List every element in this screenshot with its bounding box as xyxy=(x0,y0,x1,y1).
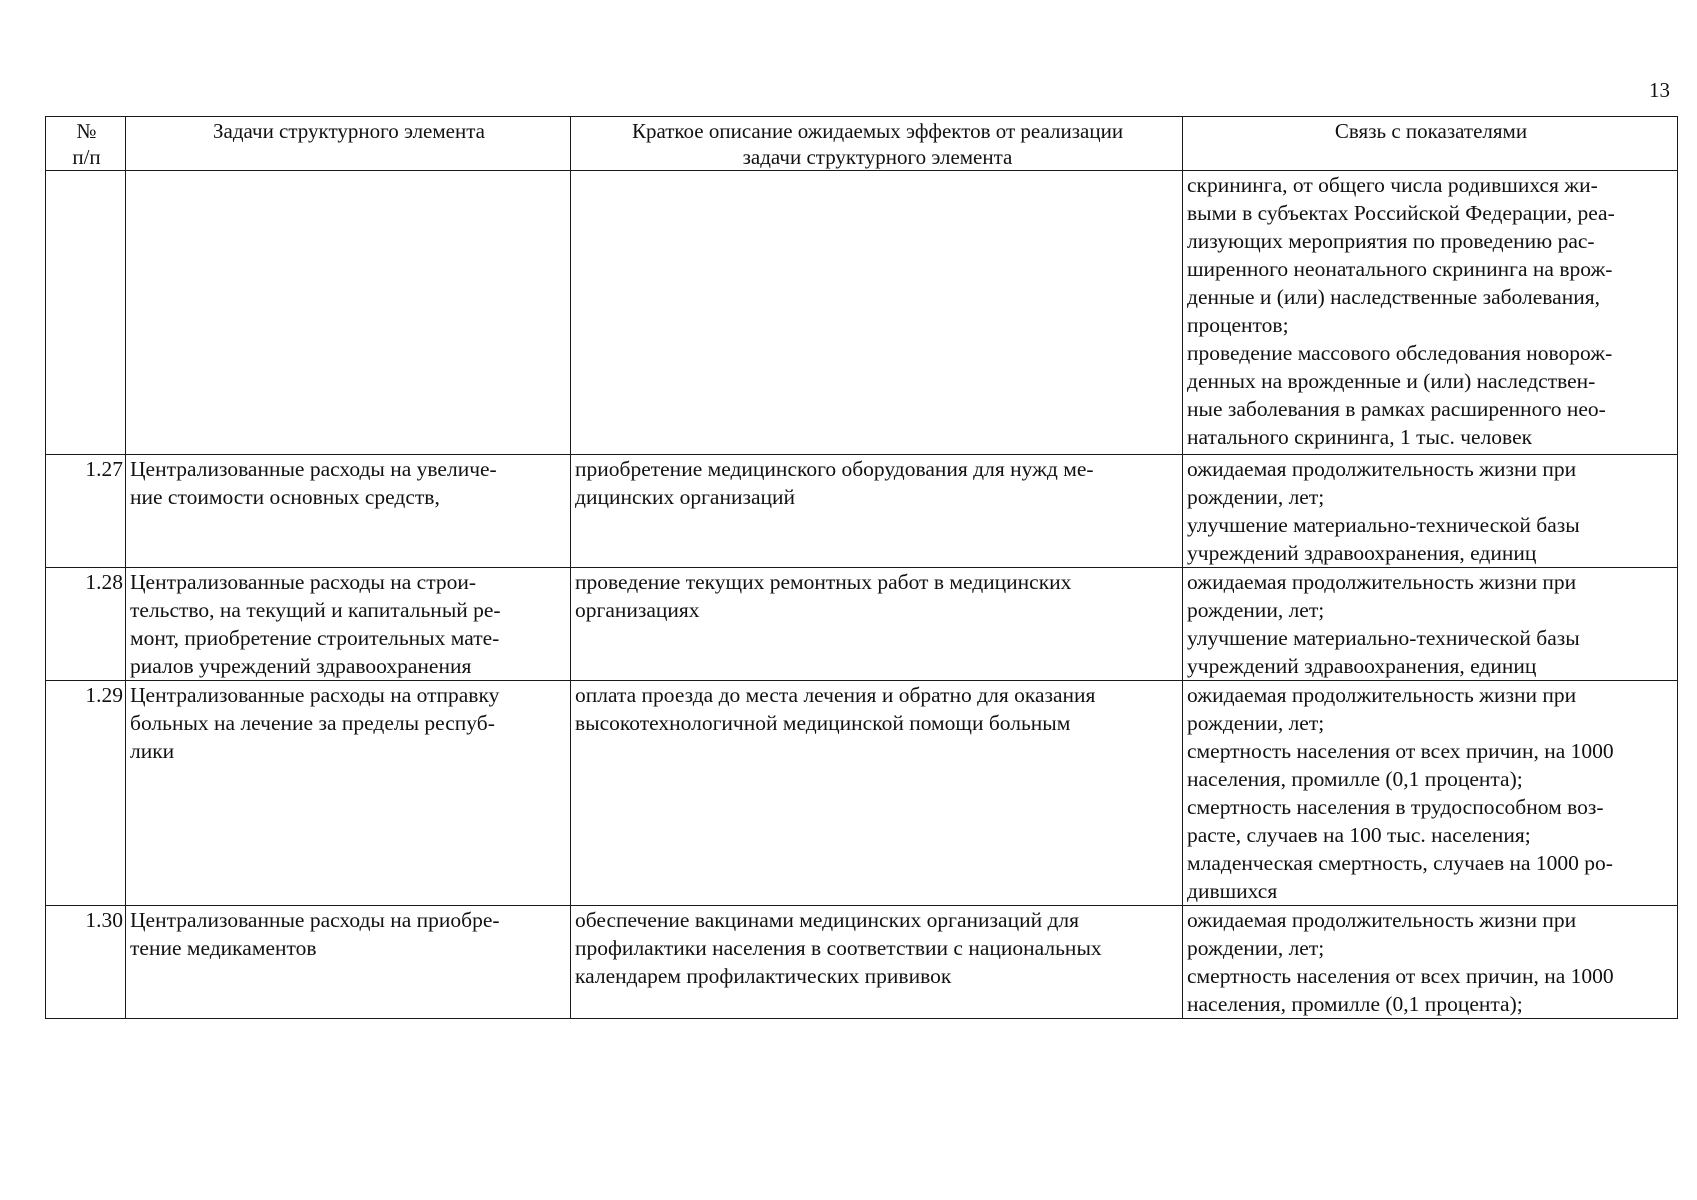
header-tasks-line: Задачи структурного элемента xyxy=(213,119,485,143)
effect-cell xyxy=(571,568,1183,681)
effect-cell-line: оплата проезда до места лечения и обратно для оказания xyxy=(575,683,1096,707)
table-row xyxy=(46,906,1678,1019)
task-cell-line: Централизованные расходы на увеличе- xyxy=(130,457,497,481)
task-cell-line: тение медикаментов xyxy=(130,936,317,960)
indicators-cell xyxy=(1183,455,1678,568)
indicators-cell-line: лизующих мероприятия по проведению рас- xyxy=(1187,229,1595,253)
indicators-cell-line: смертность населения в трудоспособном воз- xyxy=(1187,795,1604,819)
table-row xyxy=(46,568,1678,681)
table-row xyxy=(46,455,1678,568)
effect-cell-line: календарем профилактических прививок xyxy=(575,964,952,988)
header-effects xyxy=(571,117,1183,171)
table-header xyxy=(46,117,1678,171)
indicators-cell-line: рождении, лет; xyxy=(1187,936,1325,960)
indicators-cell-line: ожидаемая продолжительность жизни при xyxy=(1187,683,1577,707)
header-effects-line: Краткое описание ожидаемых эффектов от реализации xyxy=(631,119,1124,143)
indicators-cell-line: расте, случаев на 100 тыс. населения; xyxy=(1187,823,1531,847)
task-cell xyxy=(126,568,571,681)
task-cell-line: лики xyxy=(130,739,175,763)
task-cell-line: Централизованные расходы на отправку xyxy=(130,683,500,707)
task-cell xyxy=(126,171,571,455)
effect-cell xyxy=(571,681,1183,906)
row-number-cell: 1.30 xyxy=(46,906,126,1019)
task-cell-line: Централизованные расходы на строи- xyxy=(130,570,477,594)
indicators-cell-line: населения, промилле (0,1 процента); xyxy=(1187,992,1523,1016)
indicators-cell-line: учреждений здравоохранения, единиц xyxy=(1187,541,1537,565)
task-cell-line: тельство, на текущий и капитальный ре- xyxy=(130,598,501,622)
indicators-cell-line: рождении, лет; xyxy=(1187,711,1325,735)
task-cell xyxy=(126,906,571,1019)
indicators-cell-line: рождении, лет; xyxy=(1187,598,1325,622)
indicators-cell-line: проведение массового обследования новорож- xyxy=(1187,341,1613,365)
header-num-line: № xyxy=(76,119,97,143)
indicators-cell xyxy=(1183,906,1678,1019)
indicators-cell-line: ожидаемая продолжительность жизни при xyxy=(1187,908,1577,932)
effect-cell-line: профилактики населения в соответствии с национальных xyxy=(575,936,1102,960)
task-cell-line: Централизованные расходы на приобре- xyxy=(130,908,500,932)
indicators-cell-line: ожидаемая продолжительность жизни при xyxy=(1187,570,1577,594)
indicators-cell-line: смертность населения от всех причин, на 1000 xyxy=(1187,739,1614,763)
header-num-line: п/п xyxy=(72,145,101,169)
tasks-table xyxy=(45,116,1678,1019)
header-indicators-line: Связь с показателями xyxy=(1334,119,1528,143)
indicators-cell-line: ожидаемая продолжительность жизни при xyxy=(1187,457,1577,481)
indicators-cell-line: улучшение материально-технической базы xyxy=(1187,626,1580,650)
effect-cell-line: проведение текущих ремонтных работ в медицинских xyxy=(575,570,1072,594)
indicators-cell-line: натального скрининга, 1 тыс. человек xyxy=(1187,425,1533,449)
indicators-cell xyxy=(1183,681,1678,906)
indicators-cell-line: ные заболевания в рамках расширенного нео- xyxy=(1187,397,1606,421)
indicators-cell xyxy=(1183,171,1678,455)
row-number-cell: 1.27 xyxy=(46,455,126,568)
indicators-cell-line: денные и (или) наследственные заболевания, xyxy=(1187,285,1600,309)
indicators-cell-line: выми в субъектах Российской Федерации, реа- xyxy=(1187,201,1615,225)
indicators-cell xyxy=(1183,568,1678,681)
header-indicators xyxy=(1183,117,1678,171)
indicators-cell-line: учреждений здравоохранения, единиц xyxy=(1187,654,1537,678)
indicators-cell-line: скрининга, от общего числа родившихся жи- xyxy=(1187,173,1598,197)
indicators-cell-line: ширенного неонатального скрининга на врож- xyxy=(1187,257,1613,281)
task-cell-line: монт, приобретение строительных мате- xyxy=(130,626,500,650)
indicators-cell-line: улучшение материально-технической базы xyxy=(1187,513,1580,537)
task-cell xyxy=(126,455,571,568)
header-effects-line: задачи структурного элемента xyxy=(742,145,1013,169)
effect-cell xyxy=(571,455,1183,568)
indicators-cell-line: дившихся xyxy=(1187,879,1278,903)
effect-cell xyxy=(571,906,1183,1019)
indicators-cell-line: населения, промилле (0,1 процента); xyxy=(1187,767,1523,791)
task-cell-line: риалов учреждений здравоохранения xyxy=(130,654,472,678)
effect-cell-line: приобретение медицинского оборудования для нужд ме- xyxy=(575,457,1094,481)
row-number-cell: 1.28 xyxy=(46,568,126,681)
row-number-cell xyxy=(46,171,126,455)
header-tasks xyxy=(126,117,571,171)
table-row xyxy=(46,681,1678,906)
table-row xyxy=(46,171,1678,455)
effect-cell-line: дицинских организаций xyxy=(575,485,796,509)
effect-cell xyxy=(571,171,1183,455)
indicators-cell-line: процентов; xyxy=(1187,313,1289,337)
header-num xyxy=(46,117,126,171)
row-number-cell: 1.29 xyxy=(46,681,126,906)
header-row xyxy=(46,117,1678,171)
effect-cell-line: высокотехнологичной медицинской помощи больным xyxy=(575,711,1071,735)
indicators-cell-line: рождении, лет; xyxy=(1187,485,1325,509)
indicators-cell-line: денных на врожденные и (или) наследствен- xyxy=(1187,369,1596,393)
task-cell xyxy=(126,681,571,906)
effect-cell-line: организациях xyxy=(575,598,700,622)
table-body xyxy=(46,171,1678,1019)
task-cell-line: больных на лечение за пределы респуб- xyxy=(130,711,495,735)
task-cell-line: ние стоимости основных средств, xyxy=(130,485,440,509)
page-number: 13 xyxy=(1649,78,1670,102)
indicators-cell-line: смертность населения от всех причин, на 1000 xyxy=(1187,964,1614,988)
indicators-cell-line: младенческая смертность, случаев на 1000 ро- xyxy=(1187,851,1613,875)
effect-cell-line: обеспечение вакцинами медицинских организаций для xyxy=(575,908,1080,932)
